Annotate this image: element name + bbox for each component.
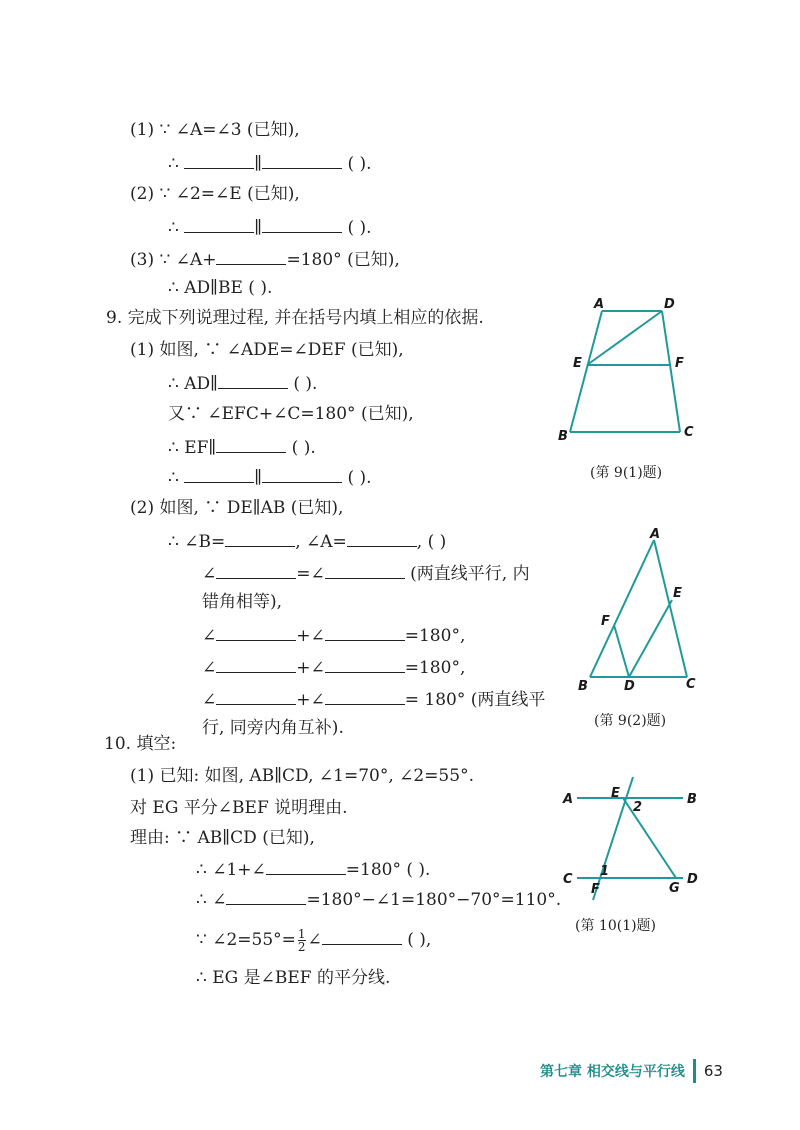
text: , ( ) — [416, 532, 447, 552]
q9-part1-line3: 又∵ ∠EFC+∠C=180° (已知), — [168, 404, 414, 424]
q9-part2-line5 — [202, 622, 465, 648]
text: ∠ — [202, 626, 217, 646]
text: =180°, — [404, 626, 466, 646]
segment-eg — [623, 798, 676, 878]
label-d: D — [664, 297, 675, 312]
segment-dc — [662, 311, 680, 432]
label-b: B — [558, 429, 568, 444]
q10-line2: 对 EG 平分∠BEF 说明理由. — [130, 798, 348, 818]
label-e: E — [611, 786, 620, 801]
q10-line1: (1) 已知: 如图, AB∥CD, ∠1=70°, ∠2=55°. — [130, 766, 474, 786]
text: ( ). — [342, 468, 372, 488]
caption-10-1: (第 10(1)题) — [575, 918, 657, 934]
answer-blank[interactable] — [218, 370, 288, 389]
q8-part2-line1: (2) ∵ ∠2=∠E (已知), — [130, 184, 300, 204]
answer-blank[interactable] — [184, 150, 254, 169]
answer-blank[interactable] — [216, 560, 296, 579]
text: ∴ — [168, 218, 185, 238]
text: ∴ — [168, 468, 185, 488]
q9-part2-line2 — [168, 528, 446, 554]
fraction-one-half — [298, 928, 306, 953]
answer-blank[interactable] — [262, 464, 342, 483]
answer-blank[interactable] — [216, 622, 296, 641]
text: ∠ — [202, 658, 217, 678]
text: (两直线平行, 内 — [404, 564, 530, 584]
text: ∠ — [202, 564, 217, 584]
label-d: D — [624, 679, 635, 694]
q9-part2-line4: 错角相等), — [202, 592, 283, 612]
answer-blank[interactable] — [325, 686, 405, 705]
answer-blank[interactable] — [262, 150, 342, 169]
segment-df — [614, 625, 629, 677]
answer-blank[interactable] — [225, 528, 295, 547]
segment-ab — [570, 311, 602, 432]
q9-title: 9. 完成下列说理过程, 并在括号内填上相应的依据. — [106, 308, 484, 328]
text: ∴ EF∥ — [168, 438, 217, 458]
text: ( ). — [287, 374, 318, 394]
q9-part1-line5 — [168, 464, 372, 490]
q8-part2-line2 — [168, 214, 372, 240]
answer-blank[interactable] — [325, 654, 405, 673]
segment-ac — [654, 540, 687, 677]
text: ∴ AD∥ — [168, 374, 218, 394]
text: =∠ — [296, 564, 325, 584]
label-g: G — [669, 881, 680, 896]
answer-blank[interactable] — [184, 464, 254, 483]
label-1: 1 — [600, 864, 610, 879]
q8-part1-line2 — [168, 150, 372, 176]
q9-part1-line4 — [168, 434, 316, 460]
text: =180°−∠1=180°−70°=110°. — [306, 890, 562, 910]
label-e: E — [673, 586, 682, 601]
text: ∠ — [307, 930, 322, 950]
answer-blank[interactable] — [322, 926, 402, 945]
text: = 180° (两直线平 — [404, 690, 546, 710]
q9-part2-line6 — [202, 654, 465, 680]
text: =180°, — [404, 658, 466, 678]
label-a: A — [650, 527, 661, 542]
text: , ∠A= — [295, 532, 347, 552]
text: =180° (已知), — [286, 250, 400, 270]
text: ∥ — [254, 154, 263, 174]
answer-blank[interactable] — [184, 214, 254, 233]
text: ∴ ∠ — [196, 890, 227, 910]
answer-blank[interactable] — [325, 622, 405, 641]
text: ( ). — [342, 154, 372, 174]
segment-ed — [587, 311, 662, 365]
segment-de — [629, 600, 672, 677]
text: (3) ∵ ∠A+ — [130, 250, 217, 270]
answer-blank[interactable] — [216, 434, 286, 453]
q9-part2-line1: (2) 如图, ∵ DE∥AB (已知), — [130, 498, 344, 518]
text: ∵ ∠2=55°= — [196, 930, 296, 950]
page-number: 63 — [703, 1062, 723, 1080]
label-f: F — [591, 882, 600, 897]
label-a: A — [563, 792, 574, 807]
q8-part3-line2: ∴ AD∥BE ( ). — [168, 278, 273, 298]
q10-line5 — [196, 886, 561, 912]
answer-blank[interactable] — [216, 246, 286, 265]
text: ∥ — [254, 218, 263, 238]
label-f: F — [675, 356, 684, 371]
q8-part1-line1: (1) ∵ ∠A=∠3 (已知), — [130, 120, 300, 140]
caption-9-2: (第 9(2)题) — [594, 713, 667, 729]
caption-9-1: (第 9(1)题) — [590, 465, 663, 481]
q10-line3: 理由: ∵ AB∥CD (已知), — [130, 828, 315, 848]
text: ∴ ∠B= — [168, 532, 226, 552]
label-d: D — [687, 872, 698, 887]
q9-part1-line1: (1) 如图, ∵ ∠ADE=∠DEF (已知), — [130, 340, 404, 360]
text: =180° ( ). — [345, 860, 431, 880]
text: ( ). — [342, 218, 372, 238]
figure-9-1 — [550, 295, 710, 450]
label-f: F — [601, 614, 610, 629]
text: ∠ — [202, 690, 217, 710]
label-e: E — [573, 356, 582, 371]
label-c: C — [684, 425, 694, 440]
q10-line4 — [196, 856, 430, 882]
answer-blank[interactable] — [347, 528, 417, 547]
q9-part2-line3 — [202, 560, 530, 586]
q10-title: 10. 填空: — [104, 734, 177, 754]
denominator: 2 — [297, 940, 306, 954]
q9-part1-line2 — [168, 370, 317, 396]
q9-part2-line7 — [202, 686, 545, 712]
label-b: B — [687, 792, 697, 807]
figure-9-2 — [570, 525, 710, 695]
answer-blank[interactable] — [262, 214, 342, 233]
q8-part3-line1 — [130, 246, 400, 272]
text: ( ), — [401, 930, 432, 950]
numerator: 1 — [297, 927, 306, 941]
segment-ab — [590, 540, 654, 677]
q10-line6 — [196, 926, 431, 953]
text: ∴ ∠1+∠ — [196, 860, 266, 880]
text: +∠ — [296, 626, 325, 646]
answer-blank[interactable] — [216, 654, 296, 673]
q9-part2-line8: 行, 同旁内角互补). — [202, 718, 344, 738]
label-c: C — [563, 872, 573, 887]
figure-10-1 — [555, 775, 715, 910]
label-b: B — [578, 679, 588, 694]
text: +∠ — [296, 690, 325, 710]
label-c: C — [686, 677, 696, 692]
answer-blank[interactable] — [266, 856, 346, 875]
answer-blank[interactable] — [226, 886, 306, 905]
q10-line7: ∴ EG 是∠BEF 的平分线. — [196, 968, 391, 988]
answer-blank[interactable] — [325, 560, 405, 579]
text: ∥ — [254, 468, 263, 488]
label-2: 2 — [633, 800, 643, 815]
text: +∠ — [296, 658, 325, 678]
page-footer — [540, 1058, 723, 1084]
label-a: A — [594, 297, 605, 312]
text: ∴ — [168, 154, 185, 174]
text: ( ). — [286, 438, 316, 458]
footer-divider — [693, 1059, 696, 1083]
chapter-title: 第七章 相交线与平行线 — [540, 1064, 685, 1080]
answer-blank[interactable] — [216, 686, 296, 705]
